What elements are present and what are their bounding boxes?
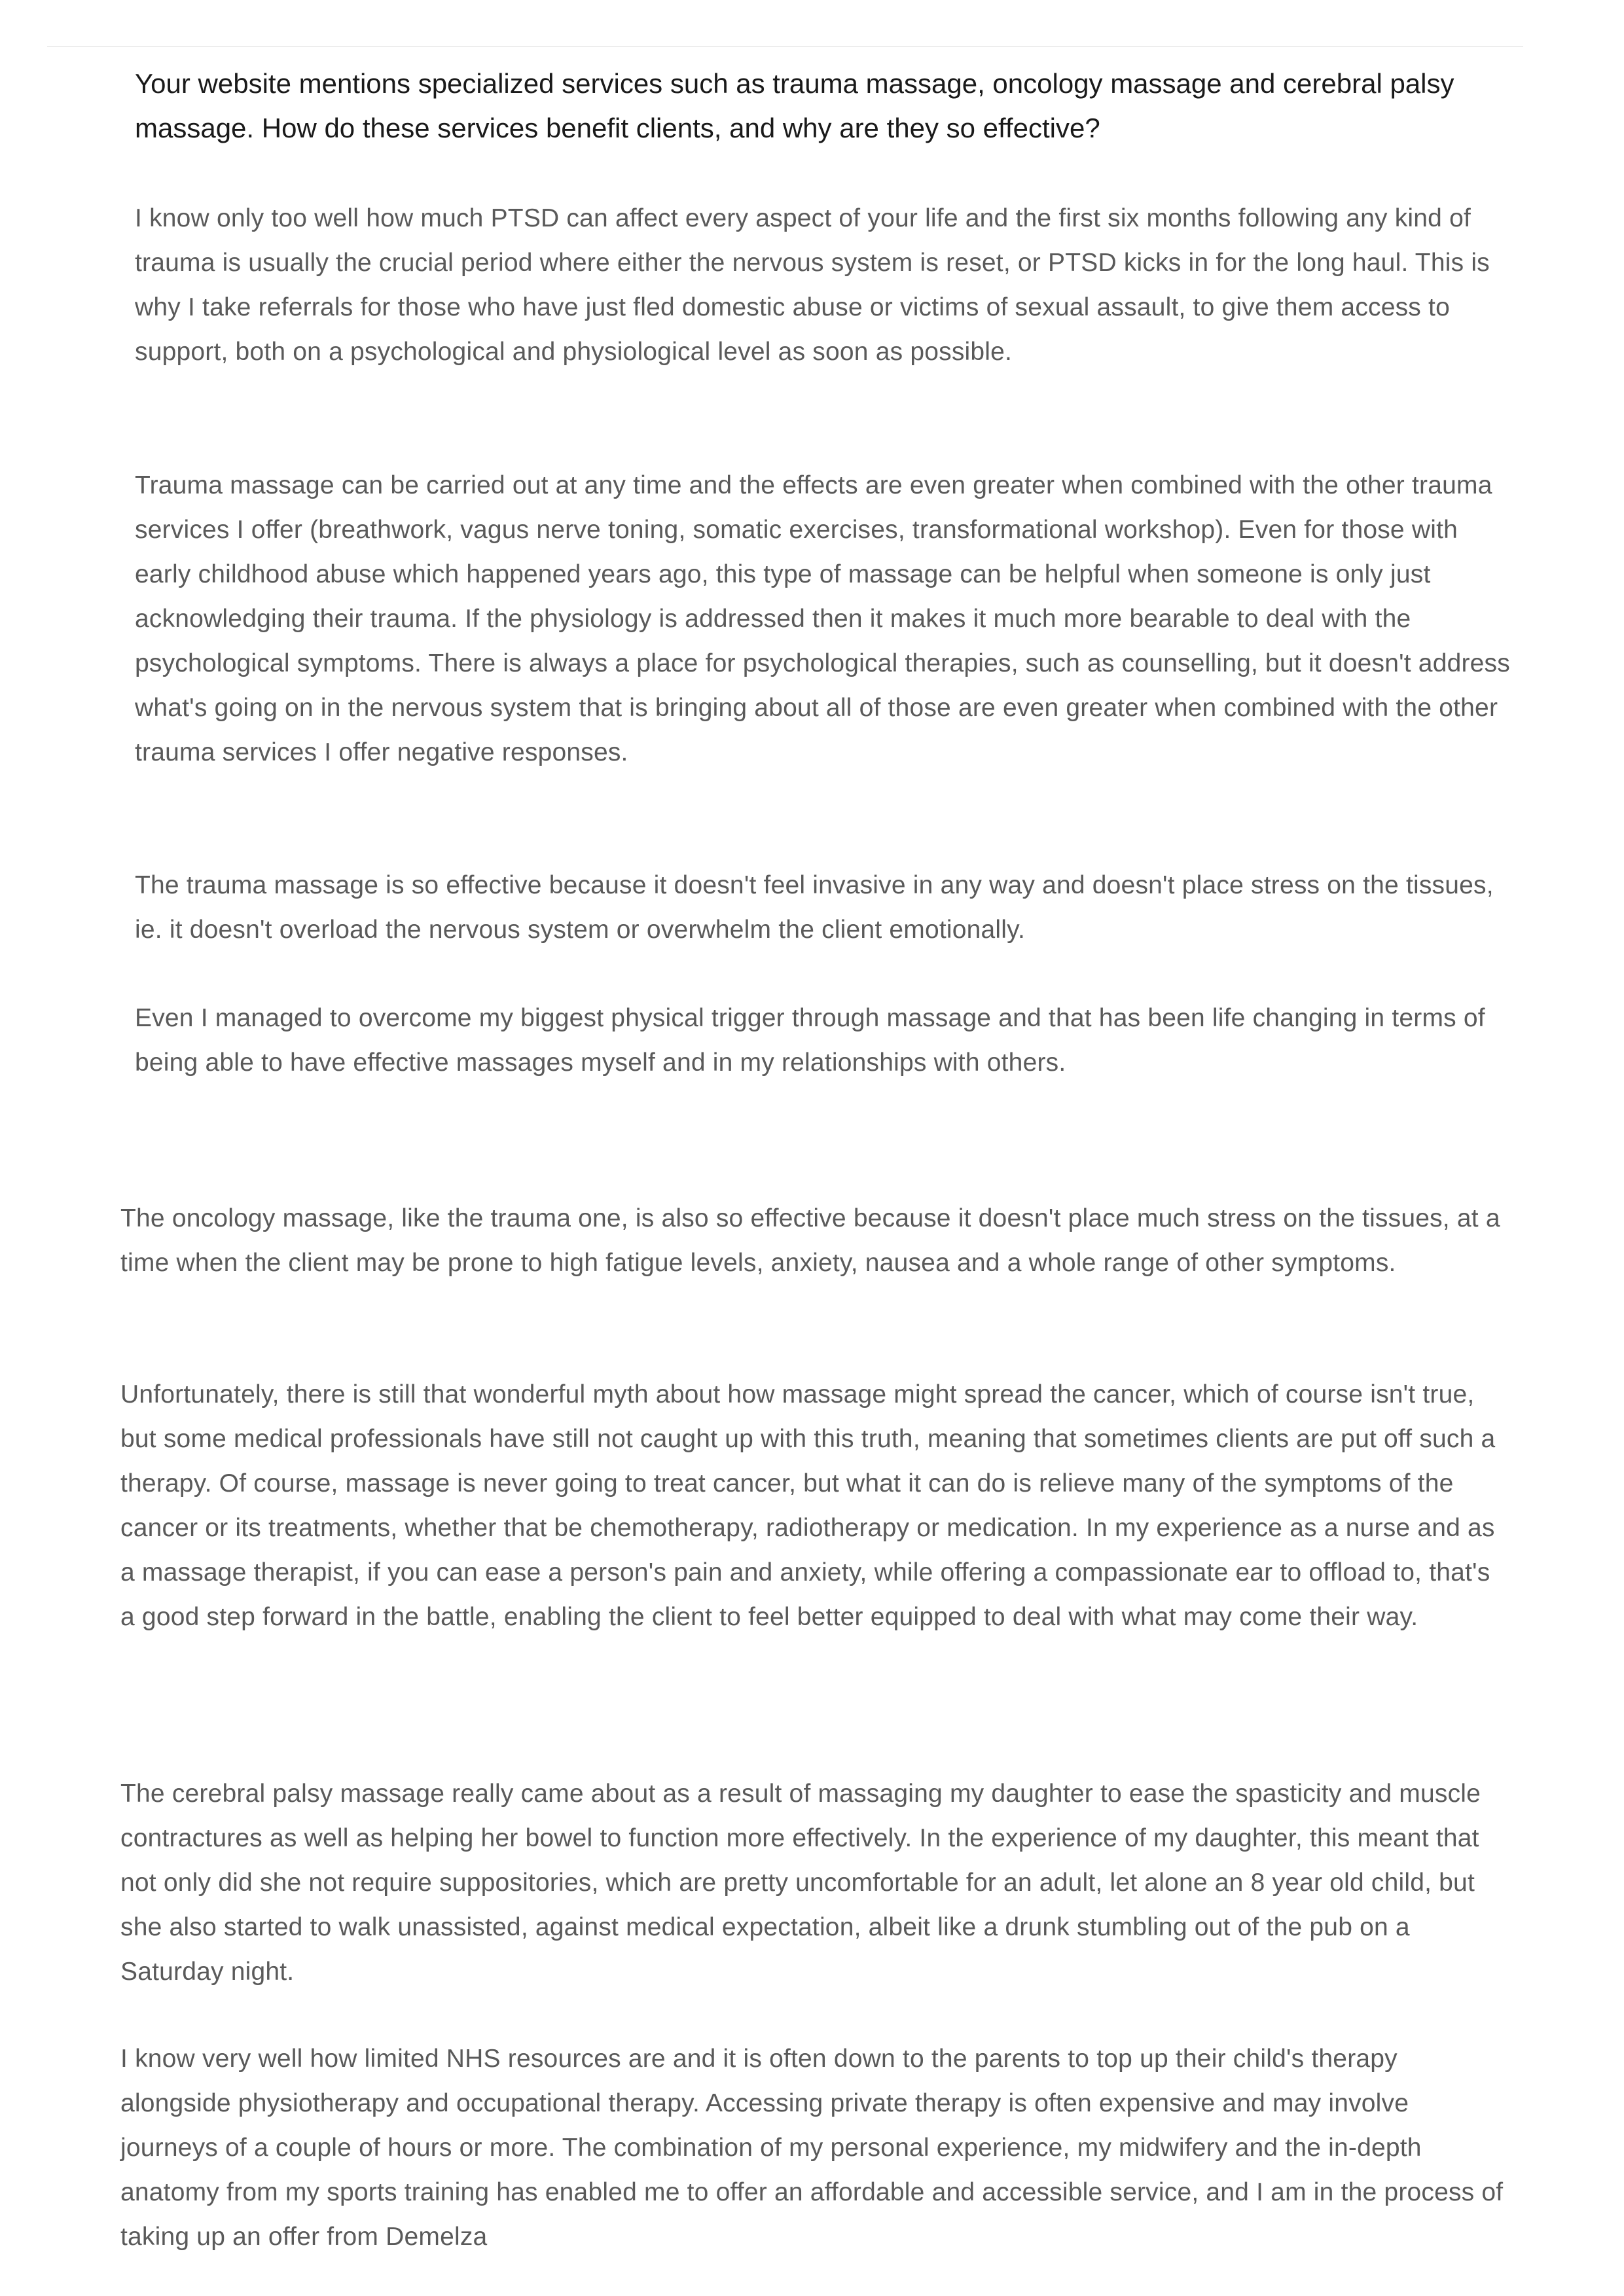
interview-question: Your website mentions specialized services such as trauma massage, oncology massage and cerebral palsy massage. How do these services benefit clients, and why are they so effective? [135,68,1454,143]
answer-paragraph: I know very well how limited NHS resources are and it is often down to the parents to top up their child's therapy alongside physiotherapy and occupational therapy. Accessing private therapy is often expensive and may involve journeys of a couple of hours or more. The combination of my personal experience, my midwifery and the in-depth anatomy from my sports training has enabled me to offer an affordable and accessible service, and I am in the process of taking up an offer from Demelza [120,2045,1504,2251]
answer-paragraph: Unfortunately, there is still that wonderful myth about how massage might spread the cancer, which of course isn't true, but some medical professionals have still not caught up with this truth, meaning that sometimes clients are put off such a therapy. Of course, massage is never going to treat cancer, but what it can do is relieve many of the symptoms of the cancer or its treatments, whether that be chemotherapy, radiotherapy or medication. In my experience as a nurse and as a massage therapist, if you can ease a person's pain and anxiety, while offering a compassionate ear to offload to, that's a good step forward in the battle, enabling the client to feel better equipped to deal with what may come their way. [120,1380,1496,1631]
answer-paragraph: The cerebral palsy massage really came about as a result of massaging my daughter to ease the spasticity and muscle contractures as well as helping her bowel to function more effectively. In the experience of my daughter, this meant that not only did she not require suppositories, which are pretty uncomfortable for an adult, let alone an 8 year old child, but she also started to walk unassisted, against medical expectation, albeit like a drunk stumbling out of the pub on a Saturday night. [120,1780,1481,1986]
answer-paragraph: The oncology massage, like the trauma one, is also so effective because it doesn't place much stress on the tissues, at a time when the client may be prone to high fatigue levels, anxiety, nausea and a whole range of other symptoms. [120,1204,1500,1277]
answer-paragraph: The trauma massage is so effective because it doesn't feel invasive in any way and doesn't place stress on the tissues, ie. it doesn't overload the nervous system or overwhelm the client emotionally. [135,871,1494,944]
answer-paragraph: Trauma massage can be carried out at any time and the effects are even greater when combined with the other trauma services I offer (breathwork, vagus nerve toning, somatic exercises, transformational workshop). Even for those with early childhood abuse which happened years ago, this type of massage can be helpful when someone is only just acknowledging their trauma. If the physiology is addressed then it makes it much more bearable to deal with the psychological symptoms. There is always a place for psychological therapies, such as counselling, but it doesn't address what's going on in the nervous system that is bringing about all of those are even greater when combined with the other trauma services I offer negative responses. [135,471,1510,766]
answer-paragraph: Even I managed to overcome my biggest physical trigger through massage and that has been life changing in terms of being able to have effective massages myself and in my relationships with others. [135,1004,1485,1077]
top-divider [47,46,1523,47]
answer-paragraph: I know only too well how much PTSD can affect every aspect of your life and the first six months following any kind of trauma is usually the crucial period where either the nervous system is reset, or PTSD kicks in for the long haul. This is why I take referrals for those who have just fled domestic abuse or victims of sexual assault, to give them access to support, both on a psychological and physiological level as soon as possible. [135,204,1490,366]
